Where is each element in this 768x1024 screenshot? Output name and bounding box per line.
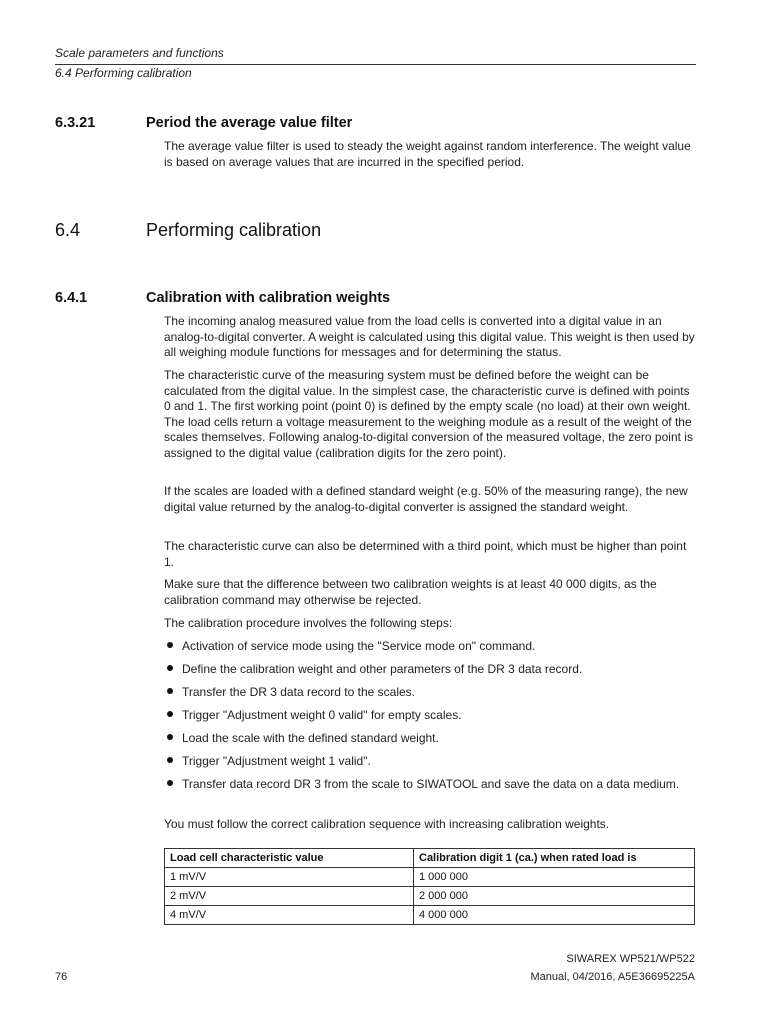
bullet-icon xyxy=(167,665,173,671)
table-cell: 2 000 000 xyxy=(414,887,695,906)
table-header-row xyxy=(165,849,695,868)
running-header-section: 6.4 Performing calibration xyxy=(55,66,192,80)
column-header: Load cell characteristic value xyxy=(165,849,414,868)
heading-title: Period the average value filter xyxy=(146,115,353,131)
list-item xyxy=(164,777,698,793)
heading-number: 6.4.1 xyxy=(55,290,88,306)
table-cell: 4 mV/V xyxy=(165,906,414,925)
bullet-icon xyxy=(167,734,173,740)
heading-number: 6.3.21 xyxy=(55,115,96,131)
paragraph: The characteristic curve of the measuring system must be defined before the weight can be calculated from the digital value. In the simplest case, the characteristic curve is defined with points 0 and 1. The first working point (point 0) is defined by the empty scale (no load) at their own weight. The load cells return a voltage measurement to the weighing module as a result of the weight of the scales themselves. Following analog-to-digital conversion of the measured voltage, the zero point is assigned to the digital value (calibration digits for the zero point). xyxy=(164,368,693,460)
table-row xyxy=(165,906,695,925)
calibration-digits-table xyxy=(164,848,695,925)
paragraph: The average value filter is used to steady the weight against random interference. The weight value is based on average values that are incurred in the specified period. xyxy=(164,139,691,169)
bullet-icon xyxy=(167,757,173,763)
paragraph: If the scales are loaded with a defined standard weight (e.g. 50% of the measuring range), the new digital value returned by the analog-to-digital converter is assigned the standard weight. xyxy=(164,484,688,514)
footer-manual-id: Manual, 04/2016, A5E36695225A xyxy=(530,971,695,983)
paragraph: Make sure that the difference between two calibration weights is at least 40 000 digits, as the calibration command may otherwise be rejected. xyxy=(164,577,657,607)
header-divider xyxy=(55,64,696,65)
list-item xyxy=(164,662,698,678)
list-item-text: Trigger "Adjustment weight 0 valid" for empty scales. xyxy=(182,708,462,722)
heading-title: Performing calibration xyxy=(146,220,322,240)
table-cell: 4 000 000 xyxy=(414,906,695,925)
paragraph: The calibration procedure involves the following steps: xyxy=(164,616,453,630)
bullet-icon xyxy=(167,688,173,694)
paragraph: The incoming analog measured value from the load cells is converted into a digital value in an analog-to-digital converter. A weight is calculated using this digital value. This weight is then used by all weighing module functions for messages and for determining the status. xyxy=(164,314,695,359)
bullet-icon xyxy=(167,711,173,717)
table-cell: 1 mV/V xyxy=(165,868,414,887)
list-item-text: Load the scale with the defined standard weight. xyxy=(182,731,439,745)
table-row xyxy=(165,868,695,887)
table-row xyxy=(165,887,695,906)
bullet-icon xyxy=(167,780,173,786)
list-item-text: Trigger "Adjustment weight 1 valid". xyxy=(182,754,371,768)
heading-number: 6.4 xyxy=(55,220,81,240)
table-cell: 2 mV/V xyxy=(165,887,414,906)
calibration-steps-list xyxy=(164,639,698,800)
list-item xyxy=(164,754,698,770)
table-cell: 1 000 000 xyxy=(414,868,695,887)
bullet-icon xyxy=(167,642,173,648)
page-number: 76 xyxy=(55,971,68,983)
list-item-text: Transfer data record DR 3 from the scale to SIWATOOL and save the data on a data medium. xyxy=(182,777,680,791)
list-item-text: Activation of service mode using the "Service mode on" command. xyxy=(182,639,536,653)
list-item xyxy=(164,639,698,655)
paragraph: You must follow the correct calibration sequence with increasing calibration weights. xyxy=(164,817,610,831)
column-header: Calibration digit 1 (ca.) when rated load is xyxy=(414,849,695,868)
heading-title: Calibration with calibration weights xyxy=(146,290,391,306)
list-item xyxy=(164,685,698,701)
list-item xyxy=(164,708,698,724)
list-item xyxy=(164,731,698,747)
list-item-text: Transfer the DR 3 data record to the scales. xyxy=(182,685,415,699)
running-header-chapter: Scale parameters and functions xyxy=(55,46,224,60)
footer-product-name: SIWAREX WP521/WP522 xyxy=(566,953,695,965)
paragraph: The characteristic curve can also be determined with a third point, which must be higher than point 1. xyxy=(164,539,687,569)
list-item-text: Define the calibration weight and other parameters of the DR 3 data record. xyxy=(182,662,583,676)
